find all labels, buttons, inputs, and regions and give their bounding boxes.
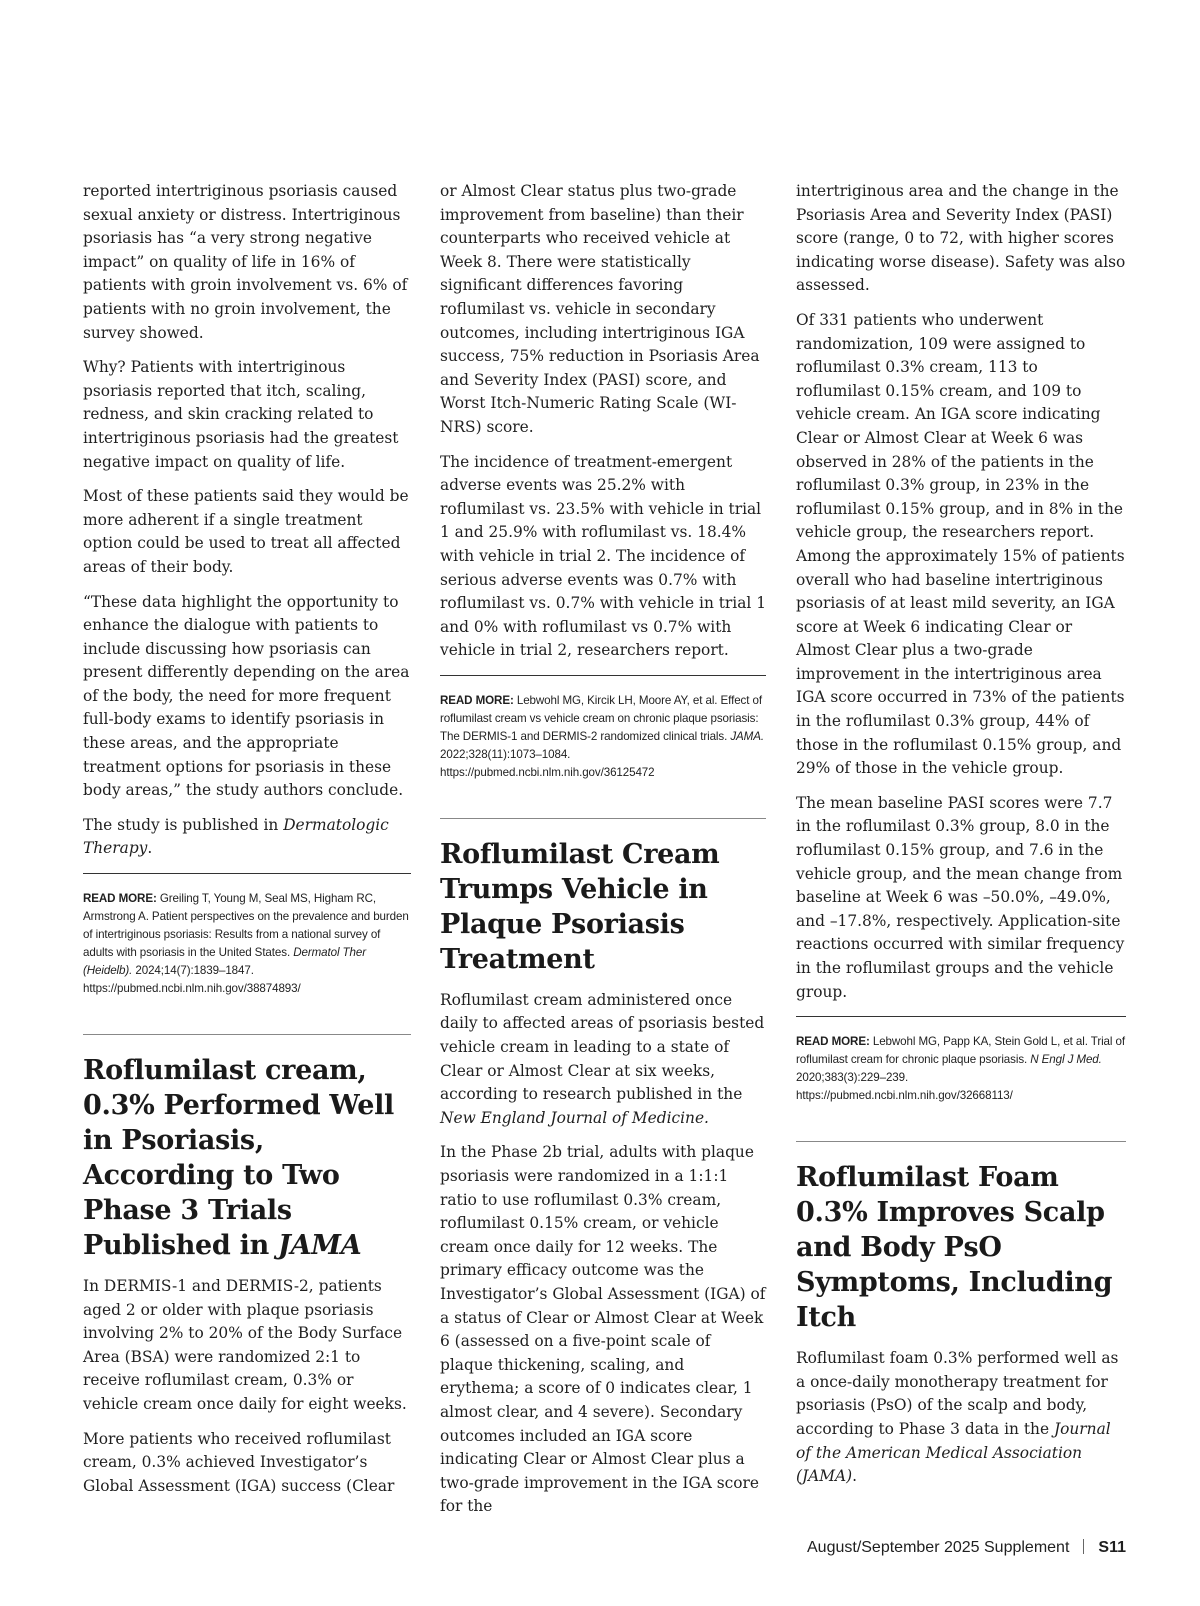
read-more-label: READ MORE: <box>440 693 514 707</box>
issue-label: August/September 2025 Supplement <box>807 1539 1070 1556</box>
paragraph: The mean baseline PASI scores were 7.7 in the roflumilast 0.3% group, 8.0 in the roflumilast 0.15% group, and 7.6 in the vehicle group, and the mean change from baseline at Week 6 was –50.0%, –49.0%, and –17.8%, respectively. Application-site reactions occurred with similar frequency in the roflumilast groups and the vehicle group. <box>796 793 1125 1001</box>
footer-separator <box>1083 1539 1084 1554</box>
read-more-label: READ MORE: <box>83 892 157 906</box>
paragraph: In DERMIS-1 and DERMIS-2, patients aged 2 or older with plaque psoriasis involving 2% to 20% of the Body Surface Area (BSA) were randomized 2:1 to receive roflumilast cream, 0.3% or vehicle cream once daily for eight weeks. <box>83 1277 407 1413</box>
column-2 <box>440 180 766 1530</box>
citation-journal: N Engl J Med. <box>1030 1053 1102 1067</box>
divider <box>440 675 766 676</box>
citation-tail: 2022;328(11):1073–1084. https://pubmed.ncbi.nlm.nih.gov/36125472 <box>440 747 655 779</box>
divider <box>796 1141 1126 1142</box>
text: Roflumilast cream administered once daily to affected areas of psoriasis bested vehicle cream in leading to a state of Clear or Almost Clear at six weeks, according to research published in the <box>440 990 765 1104</box>
headline-journal: JAMA <box>278 1230 362 1262</box>
article-headline <box>83 1053 411 1263</box>
paragraph: intertriginous area and the change in the Psoriasis Area and Severity Index (PASI) score (range, 0 to 72, with higher scores indicating worse disease). Safety was also assessed. <box>796 182 1126 295</box>
journal-name: Journal of the American Medical Association (JAMA) <box>796 1419 1111 1486</box>
citation-tail: 2024;14(7):1839–1847. https://pubmed.ncbi.nlm.nih.gov/38874893/ <box>83 964 301 996</box>
read-more-citation <box>796 1033 1126 1105</box>
article-headline: Roflumilast Cream Trumps Vehicle in Plaque Psoriasis Treatment <box>440 838 720 975</box>
paragraph <box>440 989 766 1131</box>
text: The study is published in <box>83 815 284 834</box>
column-3 <box>796 180 1126 1500</box>
paragraph: or Almost Clear status plus two-grade improvement from baseline) than their counterparts who received vehicle at Week 8. There were statistically significant differences favoring roflumilast vs. vehicle in secondary outcomes, including intertriginous IGA success, 75% reduction in Psoriasis Area and Severity Index (PASI) score, and Worst Itch-Numeric Rating Scale (WI-NRS) score. <box>440 182 760 436</box>
journal-name: Dermatologic Therapy <box>83 815 389 858</box>
headline-text: Roflumilast cream, 0.3% Performed Well in Psoriasis, According to Two Phase 3 Trials Published in <box>83 1055 394 1262</box>
paragraph: Why? Patients with intertriginous psoriasis reported that itch, scaling, redness, and skin cracking related to intertriginous psoriasis had the greatest negative impact on quality of life. <box>83 358 399 471</box>
citation-journal: Dermatol Ther (Heidelb). <box>83 946 366 978</box>
citation-journal: JAMA. <box>730 729 764 743</box>
read-more-citation <box>440 692 766 782</box>
paragraph: reported intertriginous psoriasis caused sexual anxiety or distress. Intertriginous psoriasis has “a very strong negative impact” on quality of life in 16% of patients with groin involvement vs. 6% of patients with no groin involvement, the survey showed. <box>83 182 408 342</box>
paragraph <box>83 814 411 861</box>
paragraph: Most of these patients said they would be more adherent if a single treatment option could be used to treat all affected areas of their body. <box>83 487 409 576</box>
paragraph: Of 331 patients who underwent randomization, 109 were assigned to roflumilast 0.3% cream, 113 to roflumilast 0.15% cream, and 109 to vehicle cream. An IGA score indicating Clear or Almost Clear at Week 6 was observed in 28% of the patients in the roflumilast 0.3% group, in 23% in the roflumilast 0.15% group, and in 8% in the vehicle group, the researchers report. Among the approximately 15% of patients overall who had baseline intertriginous psoriasis of at least mild severity, an IGA score at Week 6 indicating Clear or Almost Clear plus a two-grade improvement in the intertriginous area IGA score occurred in 73% of the patients in the roflumilast 0.3% group, 44% of those in the roflumilast 0.15% group, and 29% of those in the vehicle group. <box>796 310 1125 778</box>
journal-name: New England Journal of Medicine. <box>440 1108 709 1127</box>
text: . <box>147 839 153 858</box>
divider <box>83 873 411 874</box>
read-more-citation <box>83 890 411 998</box>
article-headline: Roflumilast Foam 0.3% Improves Scalp and Body PsO Symptoms, Including Itch <box>796 1162 1113 1334</box>
divider <box>440 818 766 819</box>
citation-text: Greiling T, Young M, Seal MS, Higham RC, Armstrong A. Patient perspectives on the prevalence and burden of intertriginous psoriasis: Results from a national survey of adults with psoriasis in the United States. <box>83 892 409 960</box>
paragraph: More patients who received roflumilast cream, 0.3% achieved Investigator’s Global Assessment (IGA) success (Clear <box>83 1429 395 1495</box>
citation-text: Lebwohl MG, Kircik LH, Moore AY, et al. Effect of roflumilast cream vs vehicle cream on chronic plaque psoriasis: The DERMIS-1 and DERMIS-2 randomized clinical trials. <box>440 693 762 743</box>
divider <box>796 1016 1126 1017</box>
page-number: S11 <box>1098 1539 1126 1556</box>
read-more-label: READ MORE: <box>796 1035 870 1049</box>
text: . <box>852 1467 858 1486</box>
column-1 <box>83 180 411 1509</box>
paragraph: The incidence of treatment-emergent adverse events was 25.2% with roflumilast vs. 23.5% with vehicle in trial 1 and 25.9% with roflumilast vs. 18.4% with vehicle in trial 2. The incidence of serious adverse events was 0.7% with roflumilast vs. 0.7% with vehicle in trial 1 and 0% with roflumilast vs 0.7% with vehicle in trial 2, researchers report. <box>440 452 766 660</box>
text: Roflumilast foam 0.3% performed well as a once-daily monotherapy treatment for psoriasis (PsO) of the scalp and body, according to Phase 3 data in the <box>796 1349 1119 1438</box>
paragraph: “These data highlight the opportunity to enhance the dialogue with patients to include discussing how psoriasis can present differently depending on the area of the body, the need for more frequent full-body exams to identify psoriasis in these areas, and the appropriate treatment options for psoriasis in these body areas,” the study authors conclude. <box>83 592 410 800</box>
citation-tail: 2020;383(3):229–239. https://pubmed.ncbi.nlm.nih.gov/32668113/ <box>796 1071 1013 1103</box>
citation-text: Lebwohl MG, Papp KA, Stein Gold L, et al. Trial of roflumilast cream for chronic plaque psoriasis. <box>796 1035 1125 1067</box>
page-footer <box>807 1539 1126 1557</box>
paragraph: In the Phase 2b trial, adults with plaque psoriasis were randomized in a 1:1:1 ratio to use roflumilast 0.3% cream, roflumilast 0.15% cream, or vehicle cream once daily for 12 weeks. The primary efficacy outcome was the Investigator’s Global Assessment (IGA) of a status of Clear or Almost Clear at Week 6 (assessed on a five-point scale of plaque thickening, scaling, and erythema; a score of 0 indicates clear, 1 almost clear, and 4 severe). Secondary outcomes included an IGA score indicating Clear or Almost Clear plus a two-grade improvement in the IGA score for the <box>440 1143 766 1516</box>
paragraph <box>796 1347 1126 1489</box>
divider <box>83 1034 411 1035</box>
